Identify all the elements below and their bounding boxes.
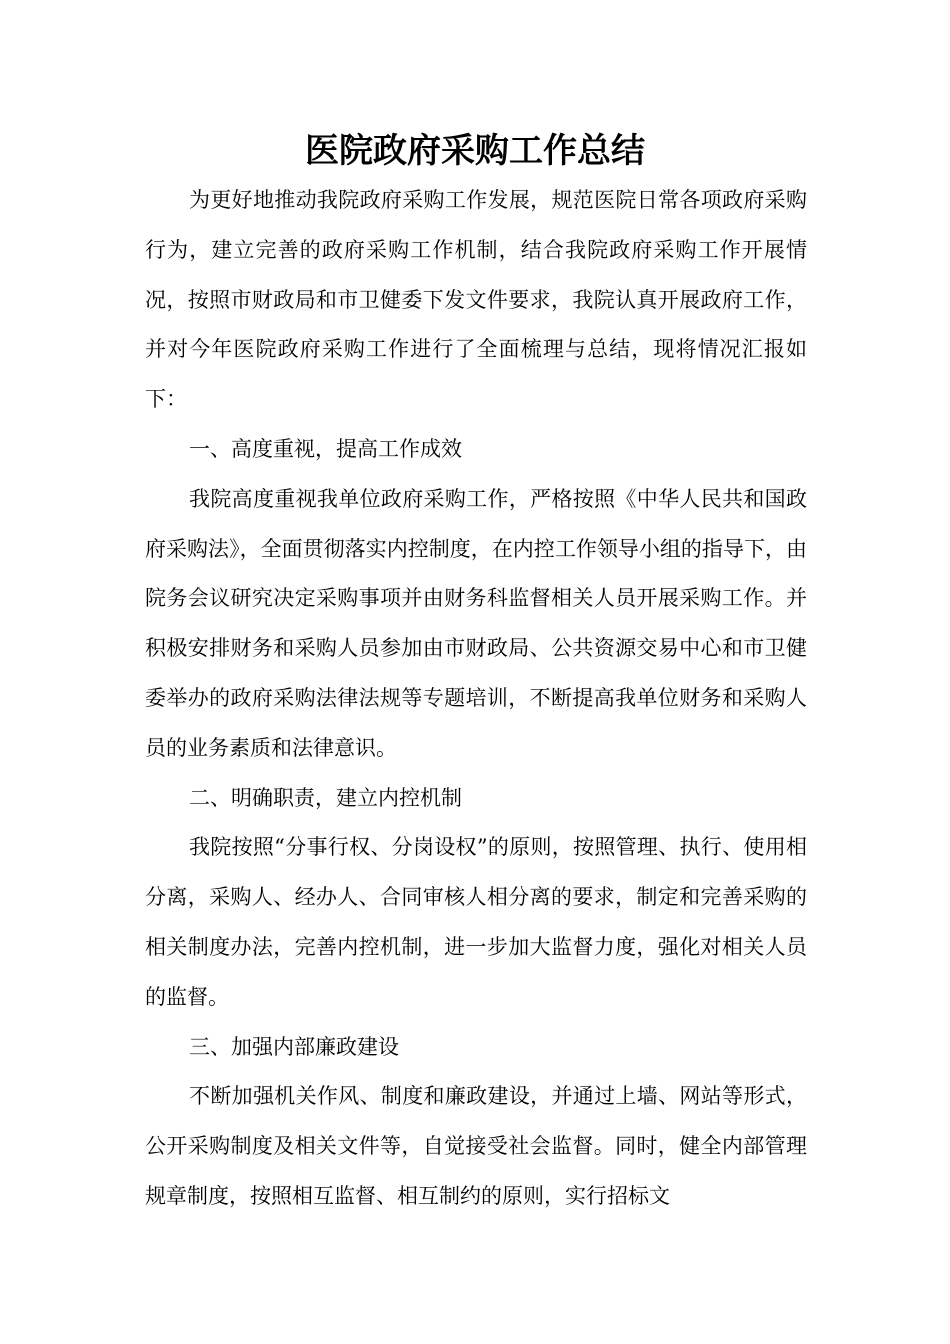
section-paragraph-3: 不断加强机关作风、制度和廉政建设，并通过上墙、网站等形式，公开采购制度及相关文件等，自觉接受社会监督。同时，健全内部管理规章制度，按照相互监督、相互制约的原则，实行招标文 (145, 1084, 807, 1208)
intro-paragraph: 为更好地推动我院政府采购工作发展，规范医院日常各项政府采购行为，建立完善的政府采购工作机制，结合我院政府采购工作开展情况，按照市财政局和市卫健委下发文件要求，我院认真开展政府工作，并对今年医院政府采购工作进行了全面梳理与总结，现将情况汇报如下： (145, 188, 807, 412)
section-heading-2: 二、明确职责，建立内控机制 (189, 785, 462, 810)
section-heading-3: 三、加强内部廉政建设 (189, 1034, 399, 1059)
document-title: 医院政府采购工作总结 (305, 131, 645, 171)
section-heading-1: 一、高度重视，提高工作成效 (189, 436, 462, 461)
section-paragraph-2: 我院按照“分事行权、分岗设权”的原则，按照管理、执行、使用相分离，采购人、经办人、合同审核人相分离的要求，制定和完善采购的相关制度办法，完善内控机制，进一步加大监督力度，强化对相关人员的监督。 (145, 835, 807, 1009)
section-paragraph-1: 我院高度重视我单位政府采购工作，严格按照《中华人民共和国政府采购法》，全面贯彻落实内控制度，在内控工作领导小组的指导下，由院务会议研究决定采购事项并由财务科监督相关人员开展采购工作。并积极安排财务和采购人员参加由市财政局、公共资源交易中心和市卫健委举办的政府采购法律法规等专题培训，不断提高我单位财务和采购人员的业务素质和法律意识。 (145, 486, 807, 760)
document-body (145, 176, 807, 1222)
